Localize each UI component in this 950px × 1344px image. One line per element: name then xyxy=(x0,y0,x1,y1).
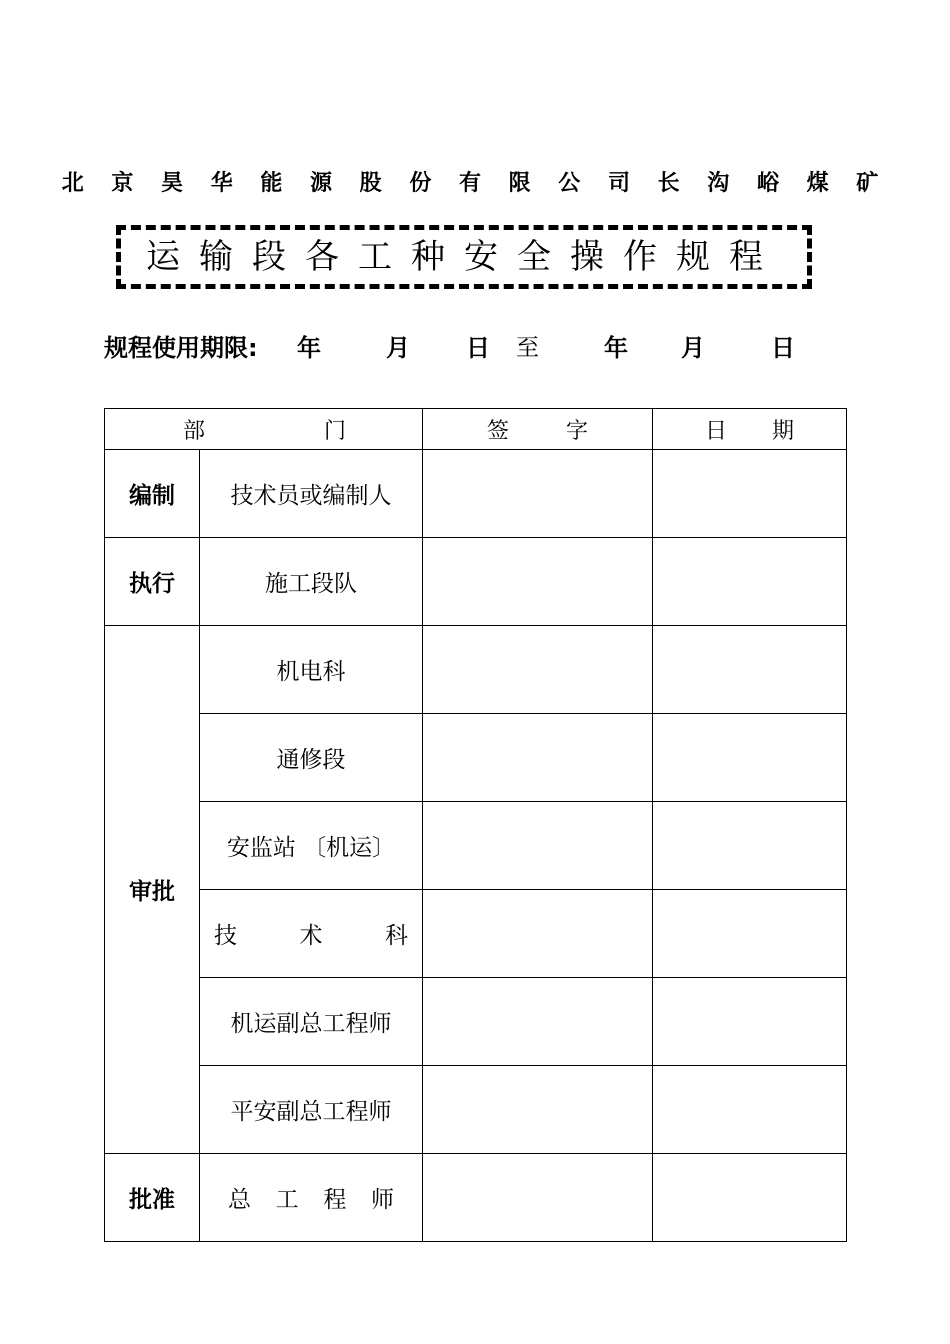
group-approve: 批准 xyxy=(105,1154,200,1242)
date-cell[interactable] xyxy=(653,1154,847,1242)
table-row xyxy=(105,1154,847,1242)
header-department-part-1: 部 xyxy=(183,418,206,444)
signature-cell[interactable] xyxy=(423,890,653,978)
date-cell[interactable] xyxy=(653,626,847,714)
dept-cell-part-3: 程 xyxy=(323,1187,347,1213)
dept-cell: 技术员或编制人 xyxy=(200,450,423,538)
signature-cell[interactable] xyxy=(423,538,653,626)
header-signature xyxy=(423,409,653,450)
period-month-2: 月 xyxy=(681,334,705,362)
table-row xyxy=(105,626,847,714)
document-title: 运输段各工种安全操作规程 xyxy=(146,237,782,277)
period-month-1: 月 xyxy=(386,334,410,362)
signature-cell[interactable] xyxy=(423,1154,653,1242)
group-execute: 执行 xyxy=(105,538,200,626)
period-label: 规程使用期限: xyxy=(104,334,258,362)
table-row xyxy=(105,890,847,978)
dept-cell: 平安副总工程师 xyxy=(200,1066,423,1154)
dept-cell xyxy=(200,1154,423,1242)
signature-cell[interactable] xyxy=(423,450,653,538)
table-row xyxy=(105,1066,847,1154)
signature-cell[interactable] xyxy=(423,714,653,802)
header-date-part-1: 日 xyxy=(705,418,728,444)
period-day-1: 日 xyxy=(466,334,490,362)
table-row xyxy=(105,978,847,1066)
dept-cell-part-2: 工 xyxy=(275,1187,299,1213)
date-cell[interactable] xyxy=(653,538,847,626)
header-date-part-2: 期 xyxy=(771,418,794,444)
date-cell[interactable] xyxy=(653,1066,847,1154)
header-signature-part-1: 签 xyxy=(487,418,510,444)
header-date xyxy=(653,409,847,450)
period-to: 至 xyxy=(516,335,539,361)
date-cell[interactable] xyxy=(653,978,847,1066)
dept-cell-part-1: 总 xyxy=(228,1187,251,1213)
table-row xyxy=(105,802,847,890)
approval-table xyxy=(104,408,847,1242)
dept-cell: 机电科 xyxy=(200,626,423,714)
dept-cell-part-1: 技 xyxy=(214,923,237,949)
date-cell[interactable] xyxy=(653,890,847,978)
company-name: 北 京 昊 华 能 源 股 份 有 限 公 司 长 沟 峪 煤 矿 xyxy=(61,171,889,196)
header-department xyxy=(105,409,423,450)
date-cell[interactable] xyxy=(653,450,847,538)
table-row xyxy=(105,538,847,626)
signature-cell[interactable] xyxy=(423,802,653,890)
period-year-2: 年 xyxy=(604,334,628,362)
period-year-1: 年 xyxy=(297,334,321,362)
dept-cell-part-2: 术 xyxy=(299,923,323,949)
table-row xyxy=(105,450,847,538)
dept-cell xyxy=(200,890,423,978)
table-row xyxy=(105,714,847,802)
date-cell[interactable] xyxy=(653,714,847,802)
date-cell[interactable] xyxy=(653,802,847,890)
dept-cell-part-3: 科 xyxy=(385,923,408,949)
header-signature-part-2: 字 xyxy=(565,418,588,444)
dept-cell: 安监站 〔机运〕 xyxy=(200,802,423,890)
dept-cell: 施工段队 xyxy=(200,538,423,626)
dept-cell: 通修段 xyxy=(200,714,423,802)
header-department-part-2: 门 xyxy=(323,418,346,444)
group-compile: 编制 xyxy=(105,450,200,538)
period-day-2: 日 xyxy=(771,334,795,362)
group-review: 审批 xyxy=(105,626,200,1154)
signature-cell[interactable] xyxy=(423,1066,653,1154)
title-frame xyxy=(116,225,812,289)
dept-cell: 机运副总工程师 xyxy=(200,978,423,1066)
signature-cell[interactable] xyxy=(423,626,653,714)
signature-cell[interactable] xyxy=(423,978,653,1066)
table-header-row xyxy=(105,409,847,450)
dept-cell-part-4: 师 xyxy=(370,1187,394,1213)
